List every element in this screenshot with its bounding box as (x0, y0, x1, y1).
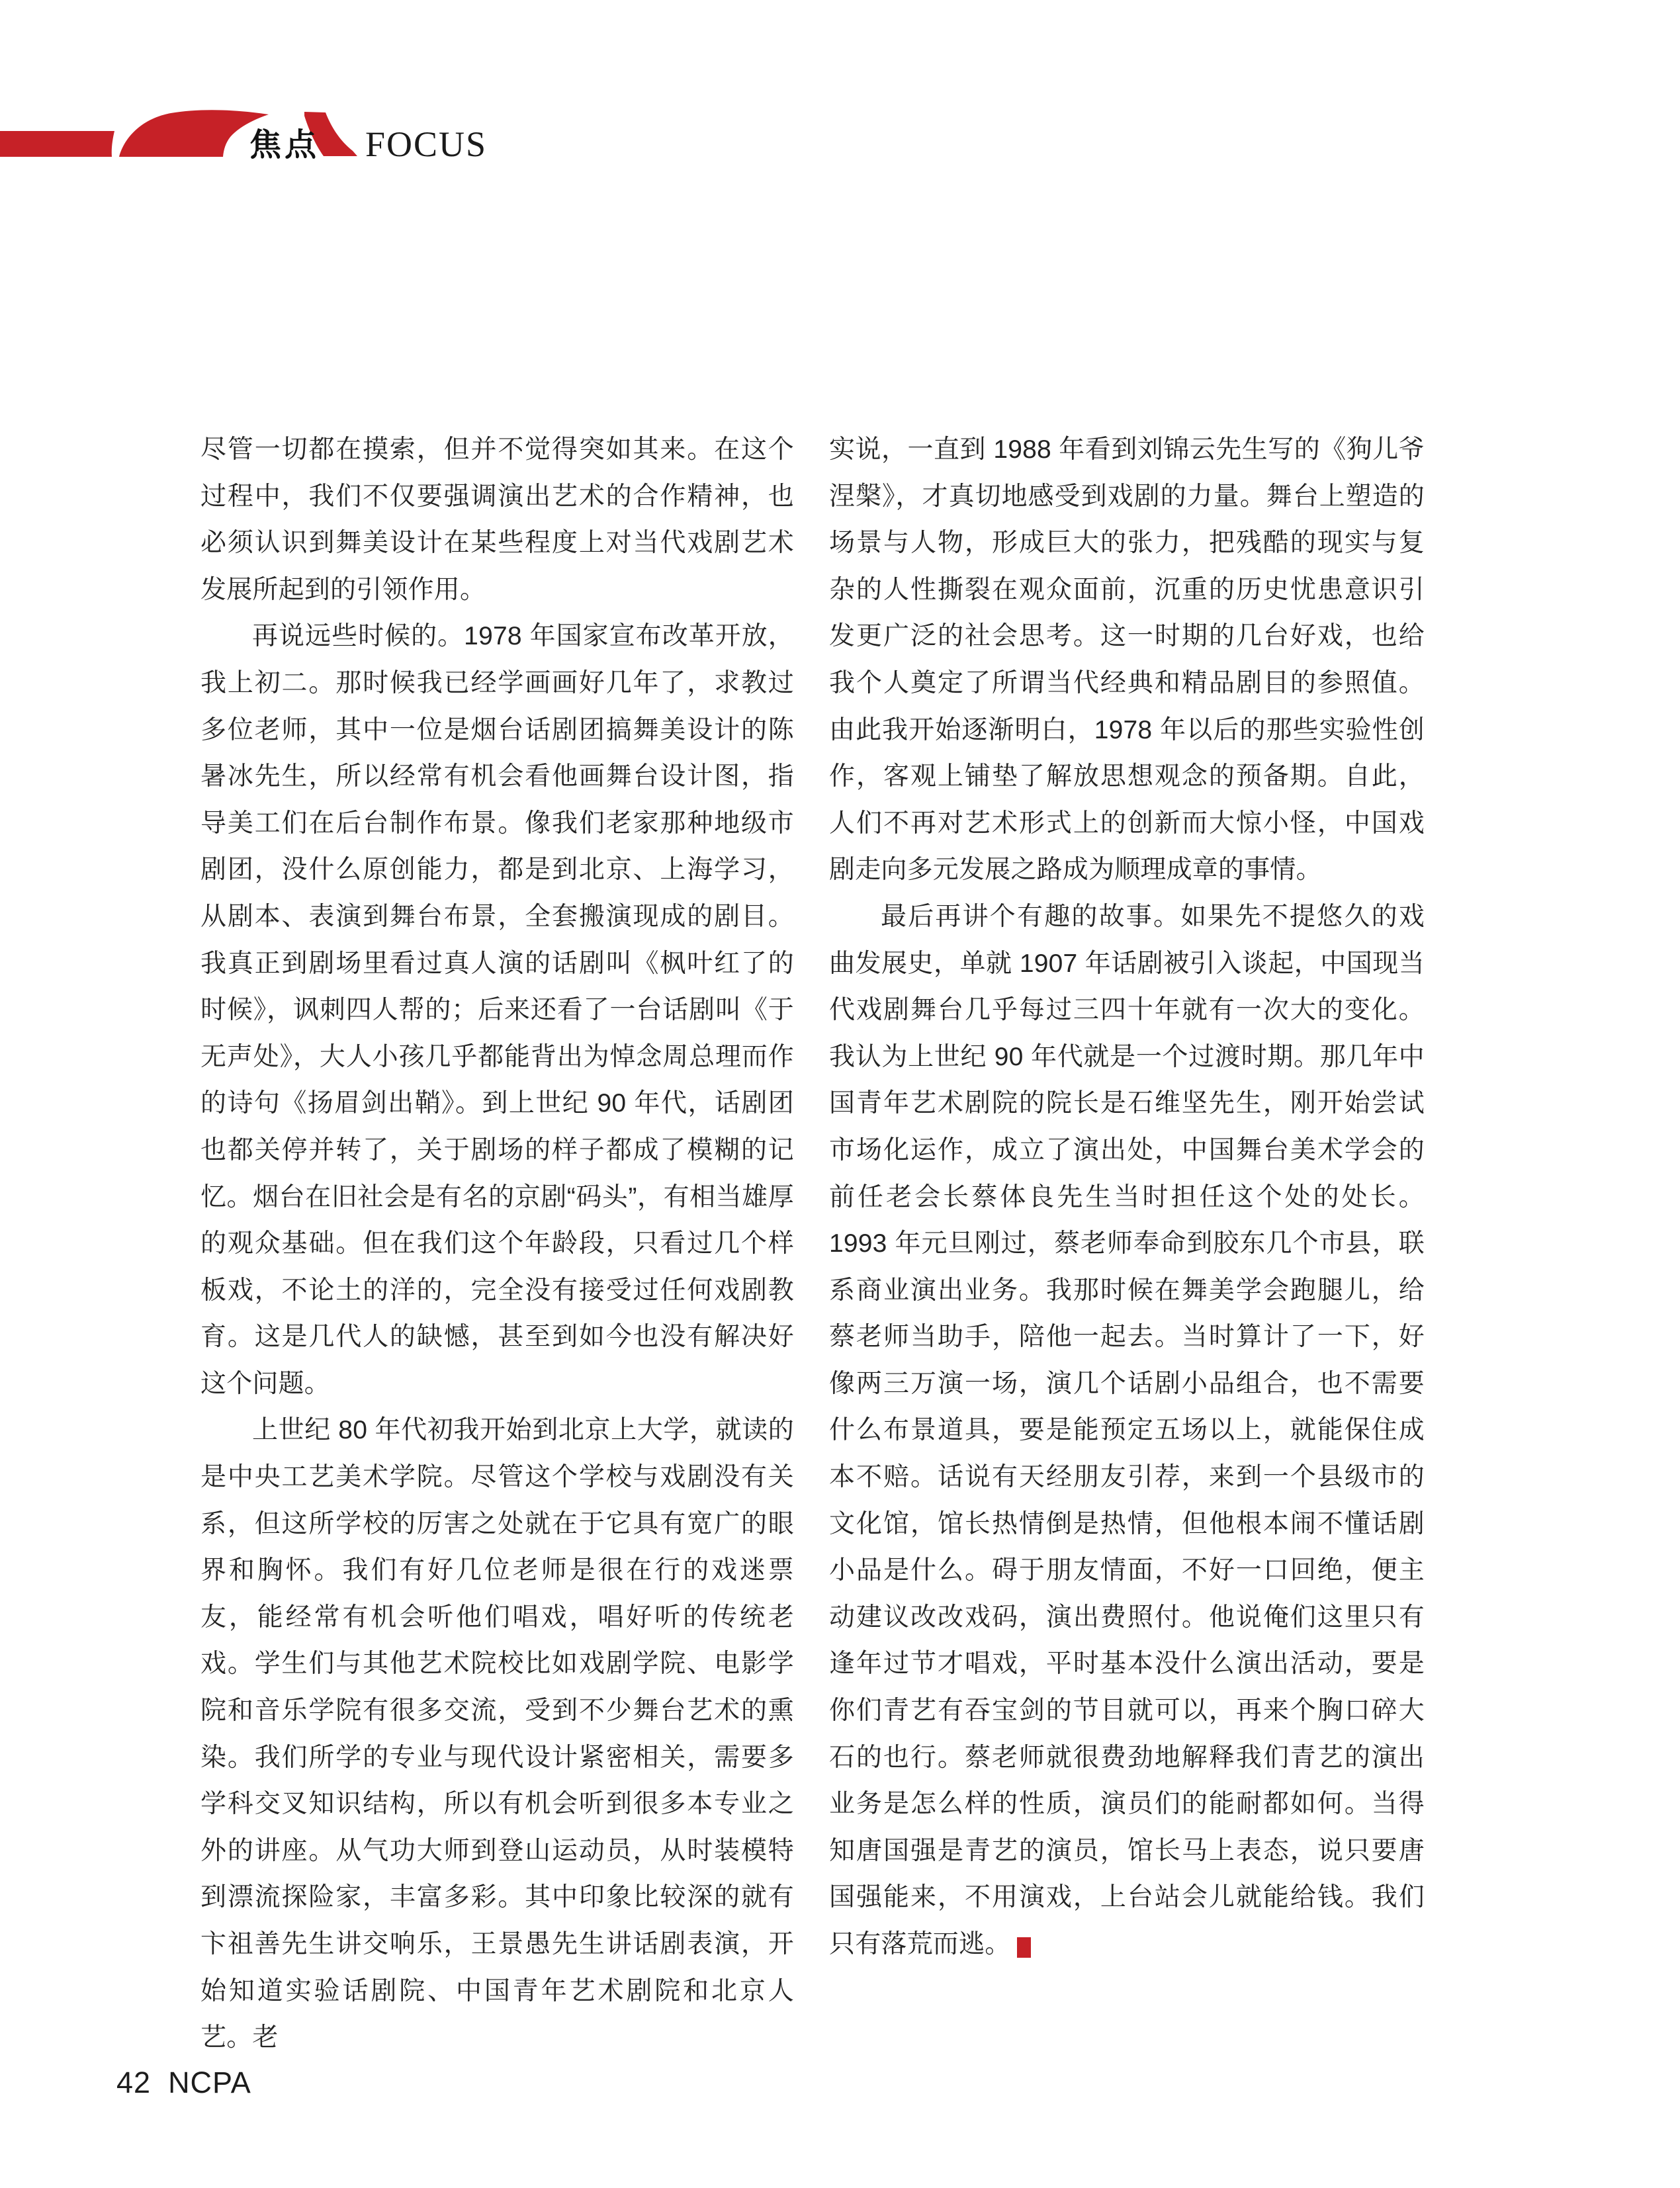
magazine-name: NCPA (168, 2066, 251, 2099)
paragraph: 尽管一切都在摸索，但并不觉得突如其来。在这个过程中，我们不仅要强调演出艺术的合作精神，也必须认识到舞美设计在某些程度上对当代戏剧艺术发展所起到的引领作用。 (200, 435, 794, 604)
page-number: 42 (116, 2066, 152, 2099)
ncpa-end-mark-seal (1017, 1937, 1080, 1958)
article-column-right (829, 427, 1425, 1968)
article-column-left (200, 427, 794, 2062)
paragraph-text: 最后再讲个有趣的故事。如果先不提悠久的戏曲发展史，单就 1907 年话剧被引入谈起，中国现当代戏剧舞台几乎每过三四十年就有一次大的变化。我认为上世纪 90 年代就是一个过渡时期。那几年中国青年艺术剧院的院长是石维坚先生，刚开始尝试市场化运作，成立了演出处，中国舞台美术学会的前任老会长蔡体良先生当时担任这个处的处长。1993 年元旦刚过，蔡老师奉命到胶东几个市县，联系商业演出业务。我那时候在舞美学会跑腿儿，给蔡老师当助手，陪他一起去。当时算计了一下，好像两三万演一场，演几个话剧小品组合，也不需要什么布景道具，要是能预定五场以上，就能保住成本不赔。话说有天经朋友引荐，来到一个县级市的文化馆，馆长热情倒是热情，但他根本闹不懂话剧小品是什么。碍于朋友情面，不好一口回绝，便主动建议改改戏码，演出费照付。他说俺们这里只有逢年过节才唱戏，平时基本没什么演出活动，要是你们青艺有吞宝剑的节目就可以，再来个胸口碎大石的也行。蔡老师就很费劲地解释我们青艺的演出业务是怎么样的性质，演员们的能耐都如何。当得知唐国强是青艺的演员，馆长马上表态，说只要唐国强能来，不用演戏，上台站会儿就能给钱。我们只有落荒而逃。 (829, 902, 1425, 1958)
logo-red-bar (0, 131, 114, 157)
logo-leaf-swoosh (119, 110, 269, 157)
section-header-logo (0, 109, 503, 166)
paragraph (829, 894, 1425, 1968)
paragraph: 上世纪 80 年代初我开始到北京上大学，就读的是中央工艺美术学院。尽管这个学校与戏剧没有关系，但这所学校的厉害之处就在于它具有宽广的眼界和胸怀。我们有好几位老师是很在行的戏迷票友，能经常有机会听他们唱戏，唱好听的传统老戏。学生们与其他艺术院校比如戏剧学院、电影学院和音乐学院有很多交流，受到不少舞台艺术的熏染。我们所学的专业与现代设计紧密相关，需要多学科交叉知识结构，所以有机会听到很多本专业之外的讲座。从气功大师到登山运动员，从时装模特到漂流探险家，丰富多彩。其中印象比较深的就有卞祖善先生讲交响乐，王景愚先生讲话剧表演，开始知道实验话剧院、中国青年艺术剧院和北京人艺。老 (200, 1416, 794, 2052)
paragraph: 实说，一直到 1988 年看到刘锦云先生写的《狗儿爷涅槃》，才真切地感受到戏剧的力量。舞台上塑造的场景与人物，形成巨大的张力，把残酷的现实与复杂的人性撕裂在观众面前，沉重的历史忧患意识引发更广泛的社会思考。这一时期的几台好戏，也给我个人奠定了所谓当代经典和精品剧目的参照值。由此我开始逐渐明白，1978 年以后的那些实验性创作，客观上铺垫了解放思想观念的预备期。自此，人们不再对艺术形式上的创新而大惊小怪，中国戏剧走向多元发展之路成为顺理成章的事情。 (829, 435, 1425, 885)
ncpa-end-mark-line2: PA (1069, 1948, 1079, 1956)
section-title-cn: 焦点 (249, 128, 320, 163)
ncpa-end-mark-line1: NC (1069, 1939, 1080, 1947)
paragraph: 再说远些时候的。1978 年国家宣布改革开放，我上初二。那时候我已经学画画好几年了，求教过多位老师，其中一位是烟台话剧团搞舞美设计的陈暑冰先生，所以经常有机会看他画舞台设计图，指导美工们在后台制作布景。像我们老家那种地级市剧团，没什么原创能力，都是到北京、上海学习，从剧本、表演到舞台布景，全套搬演现成的剧目。我真正到剧场里看过真人演的话剧叫《枫叶红了的时候》，讽刺四人帮的；后来还看了一台话剧叫《于无声处》，大人小孩几乎都能背出为悼念周总理而作的诗句《扬眉剑出鞘》。到上世纪 90 年代，话剧团也都关停并转了，关于剧场的样子都成了模糊的记忆。烟台在旧社会是有名的京剧“码头”，有相当雄厚的观众基础。但在我们这个年龄段，只看过几个样板戏，不论土的洋的，完全没有接受过任何戏剧教育。这是几代人的缺憾，甚至到如今也没有解决好这个问题。 (200, 622, 794, 1398)
section-title-en: FOCUS (365, 124, 488, 164)
page-footer (116, 2066, 251, 2100)
